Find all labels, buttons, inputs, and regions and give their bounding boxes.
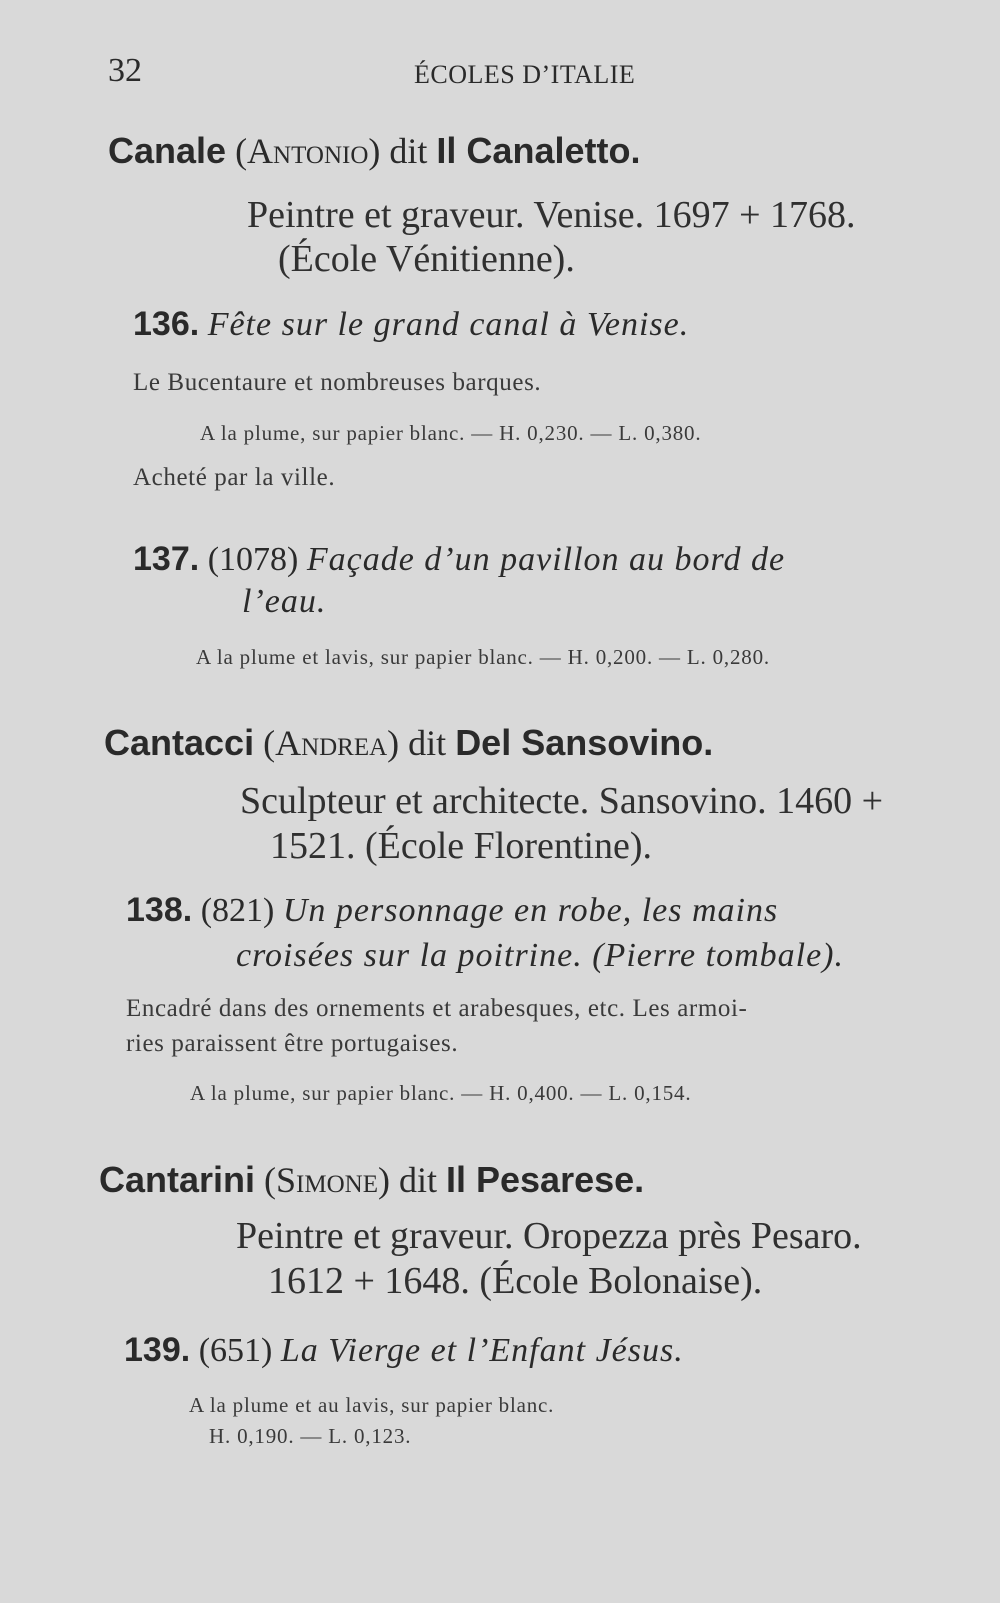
- entry-title-continued: [242, 583, 326, 621]
- entry-title: Façade d’un pavillon au bord de: [306, 541, 786, 578]
- entry-technique: A la plume et lavis, sur papier blanc. — H. 0,200. — L. 0,280.: [196, 645, 770, 669]
- entry-technique: A la plume et au lavis, sur papier blanc.: [189, 1393, 555, 1417]
- artist-bio-line: Sculpteur et architecte. Sansovino. 1460 +: [240, 780, 883, 822]
- entry-title-line: croisées sur la poitrine. (Pierre tombale).: [236, 937, 845, 974]
- artist-heading: [104, 722, 713, 764]
- artist-given-name: (Simone): [264, 1160, 390, 1200]
- artist-surname: Cantarini: [99, 1159, 256, 1200]
- entry-number: 136.: [133, 305, 200, 343]
- entry-description: Encadré dans des ornements et arabesques, etc. Les armoi-: [126, 995, 748, 1022]
- entry-technique: H. 0,190. — L. 0,123.: [209, 1424, 412, 1448]
- artist-bio-line: (École Vénitienne).: [278, 238, 575, 280]
- artist-alias: Il Canaletto.: [436, 130, 641, 171]
- entry-description: Le Bucentaure et nombreuses barques.: [133, 369, 542, 396]
- entry-title-continued: [236, 937, 844, 975]
- entry-number: 138.: [126, 891, 193, 929]
- artist-surname: Cantacci: [104, 722, 255, 763]
- entry-title-line: l’eau.: [242, 583, 327, 620]
- artist-bio-line: 1521. (École Florentine).: [270, 825, 653, 867]
- artist-surname: Canale: [108, 130, 227, 171]
- artist-dit: dit: [389, 131, 428, 171]
- catalogue-entry-heading: [133, 305, 689, 344]
- artist-alias: Del Sansovino.: [455, 722, 714, 763]
- entry-number: 139.: [124, 1331, 191, 1369]
- artist-heading: [108, 130, 640, 172]
- entry-inventory: (651): [198, 1332, 273, 1369]
- artist-dit: dit: [408, 723, 447, 763]
- catalogue-entry-heading: [124, 1331, 684, 1370]
- entry-inventory: (1078): [207, 541, 299, 578]
- artist-bio-line: Peintre et graveur. Venise. 1697 + 1768.: [247, 194, 856, 236]
- artist-given-name: (Antonio): [235, 131, 381, 171]
- entry-title: La Vierge et l’Enfant Jésus.: [280, 1332, 684, 1369]
- entry-title: Fête sur le grand canal à Venise.: [207, 306, 690, 343]
- entry-title: Un personnage en robe, les mains: [282, 892, 779, 929]
- artist-bio-line: Peintre et graveur. Oropezza près Pesaro.: [236, 1215, 862, 1257]
- entry-number: 137.: [133, 540, 200, 578]
- entry-inventory: (821): [200, 892, 275, 929]
- page-number: 32: [108, 52, 142, 89]
- catalogue-entry-heading: [126, 891, 778, 930]
- artist-heading: [99, 1159, 644, 1201]
- entry-technique: A la plume, sur papier blanc. — H. 0,400. — L. 0,154.: [190, 1081, 692, 1105]
- artist-given-name: (Andrea): [263, 723, 400, 763]
- entry-description: ries paraissent être portugaises.: [126, 1030, 459, 1057]
- entry-technique: A la plume, sur papier blanc. — H. 0,230. — L. 0,380.: [200, 421, 702, 445]
- artist-dit: dit: [398, 1160, 437, 1200]
- running-title: ÉCOLES D’ITALIE: [414, 60, 636, 89]
- entry-provenance: Acheté par la ville.: [133, 464, 336, 491]
- artist-alias: Il Pesarese.: [445, 1159, 645, 1200]
- artist-bio-line: 1612 + 1648. (École Bolonaise).: [268, 1260, 763, 1302]
- catalogue-entry-heading: [133, 540, 785, 579]
